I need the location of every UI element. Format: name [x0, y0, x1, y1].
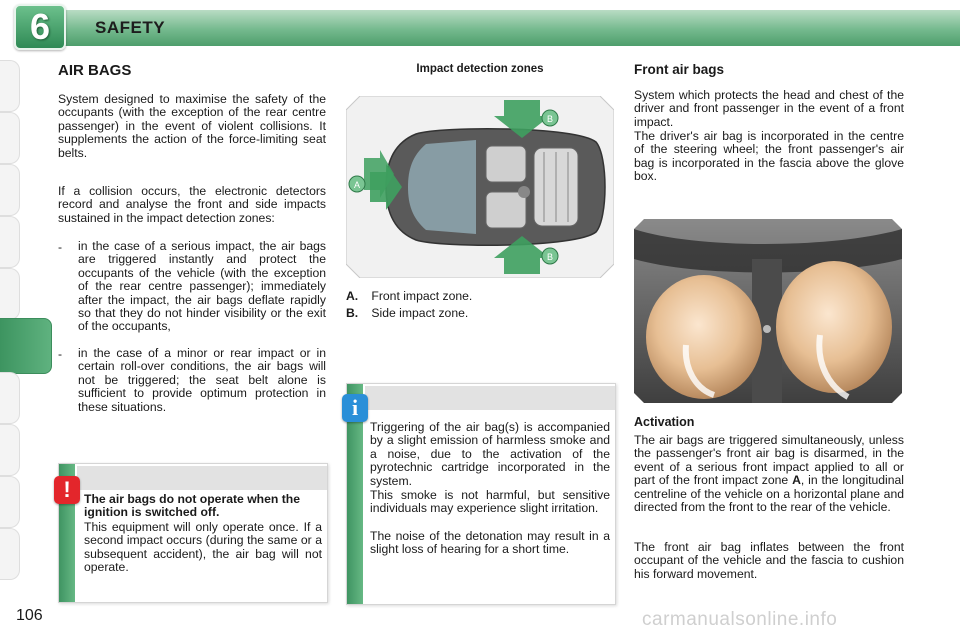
inflation-paragraph: The front air bag inflates between the front occupant of the vehicle and the fascia to cushion his forward movement.	[634, 540, 904, 581]
activation-text-before: The air bags are triggered simultaneously, unless the passenger's front air bag is disarmed, in the event of a serious front impact applied to all or part of the front impact zone	[634, 433, 904, 488]
front-air-bags-heading: Front air bags	[634, 62, 725, 77]
car-top-view-icon	[386, 129, 605, 246]
zone-label-b-top: B	[546, 114, 554, 124]
figure-title: Impact detection zones	[416, 63, 544, 75]
legend-text-a: Front impact zone.	[371, 289, 473, 303]
air-bags-heading: AIR BAGS	[58, 62, 132, 79]
legend-front-impact	[346, 289, 472, 303]
collision-paragraph: If a collision occurs, the electronic detectors record and analyse the front and side impacts sustained in the impact detection zones:	[58, 184, 326, 225]
page-number: 106	[16, 607, 43, 624]
section-title: SAFETY	[95, 18, 166, 37]
side-tab[interactable]	[0, 164, 20, 216]
side-tab[interactable]	[0, 372, 20, 424]
activation-paragraph	[634, 434, 904, 514]
legend-side-impact	[346, 306, 468, 320]
warning-box-header	[77, 466, 327, 490]
watermark: carmanualsonline.info	[642, 609, 838, 630]
side-tab[interactable]	[0, 216, 20, 268]
bullet-marker: -	[58, 240, 63, 254]
warning-bold-text: The air bags do not operate when the ignition is switched off.	[84, 492, 301, 520]
zone-label-b-bottom: B	[546, 252, 554, 262]
warning-text: This equipment will only operate once. If a second impact occurs (during the same or a subsequent accident), the air bag will not operate.	[84, 520, 322, 575]
deployed-airbags-photo	[634, 219, 902, 403]
side-tab[interactable]	[0, 476, 20, 528]
legend-key-b: B.	[346, 306, 359, 320]
side-tab-active[interactable]	[0, 318, 52, 374]
activation-heading: Activation	[634, 415, 695, 429]
header-band	[60, 10, 960, 46]
intro-paragraph: System designed to maximise the safety of the occupants (with the exception of the rear centre passenger) in the event of violent collisions. It supplements the action of the force-limiting seat belts.	[58, 92, 326, 160]
zone-label-a: A	[353, 180, 361, 190]
info-box-header	[365, 386, 615, 410]
side-tab[interactable]	[0, 60, 20, 112]
activation-zone-key: A	[792, 473, 801, 488]
driver-airbag	[646, 275, 762, 399]
info-icon: i	[342, 394, 368, 422]
bullet-serious-impact: in the case of a serious impact, the air bags are triggered instantly and protect the occupants of the vehicle (with the exception of the rear centre passenger); immediately after the impact, the air bags deflate rapidly so that they do not hinder visibility or the exit of the occupants,	[78, 239, 326, 334]
front-airbag-intro: System which protects the head and chest of the driver and front passenger in the event of a front impact.	[634, 88, 904, 129]
chapter-number: 6	[29, 6, 51, 47]
impact-zones-diagram	[346, 96, 614, 278]
legend-text-b: Side impact zone.	[371, 306, 469, 320]
side-tab[interactable]	[0, 528, 20, 580]
side-tab[interactable]	[0, 424, 20, 476]
page-header	[0, 0, 960, 54]
info-paragraph-irritation: This smoke is not harmful, but sensitive individuals may experience slight irritation.	[370, 488, 610, 516]
passenger-airbag	[776, 261, 892, 393]
side-tab[interactable]	[0, 268, 20, 320]
front-airbag-location: The driver's air bag is incorporated in the centre of the steering wheel; the front passenger's air bag is incorporated in the fascia above the glove box.	[634, 129, 904, 184]
info-paragraph-smoke: Triggering of the air bag(s) is accompanied by a slight emission of harmless smoke and a noise, due to the activation of the pyrotechnic cartridge incorporated in the system.	[370, 420, 610, 488]
legend-key-a: A.	[346, 289, 359, 303]
exclamation-icon: !	[54, 476, 80, 504]
chapter-side-tabs	[0, 60, 22, 580]
info-paragraph-noise: The noise of the detonation may result in a slight loss of hearing for a short time.	[370, 529, 610, 557]
bullet-minor-impact: in the case of a minor or rear impact or in certain roll-over conditions, the air bags will not be triggered; the seat belt alone is sufficient to provide optimum protection in these situations.	[78, 346, 326, 414]
side-tab[interactable]	[0, 112, 20, 164]
bullet-marker: -	[58, 347, 63, 361]
activation-text-after: , in the longitudinal centreline of the vehicle on a horizontal plane and directed from the front to the rear of the vehicle.	[634, 473, 904, 515]
